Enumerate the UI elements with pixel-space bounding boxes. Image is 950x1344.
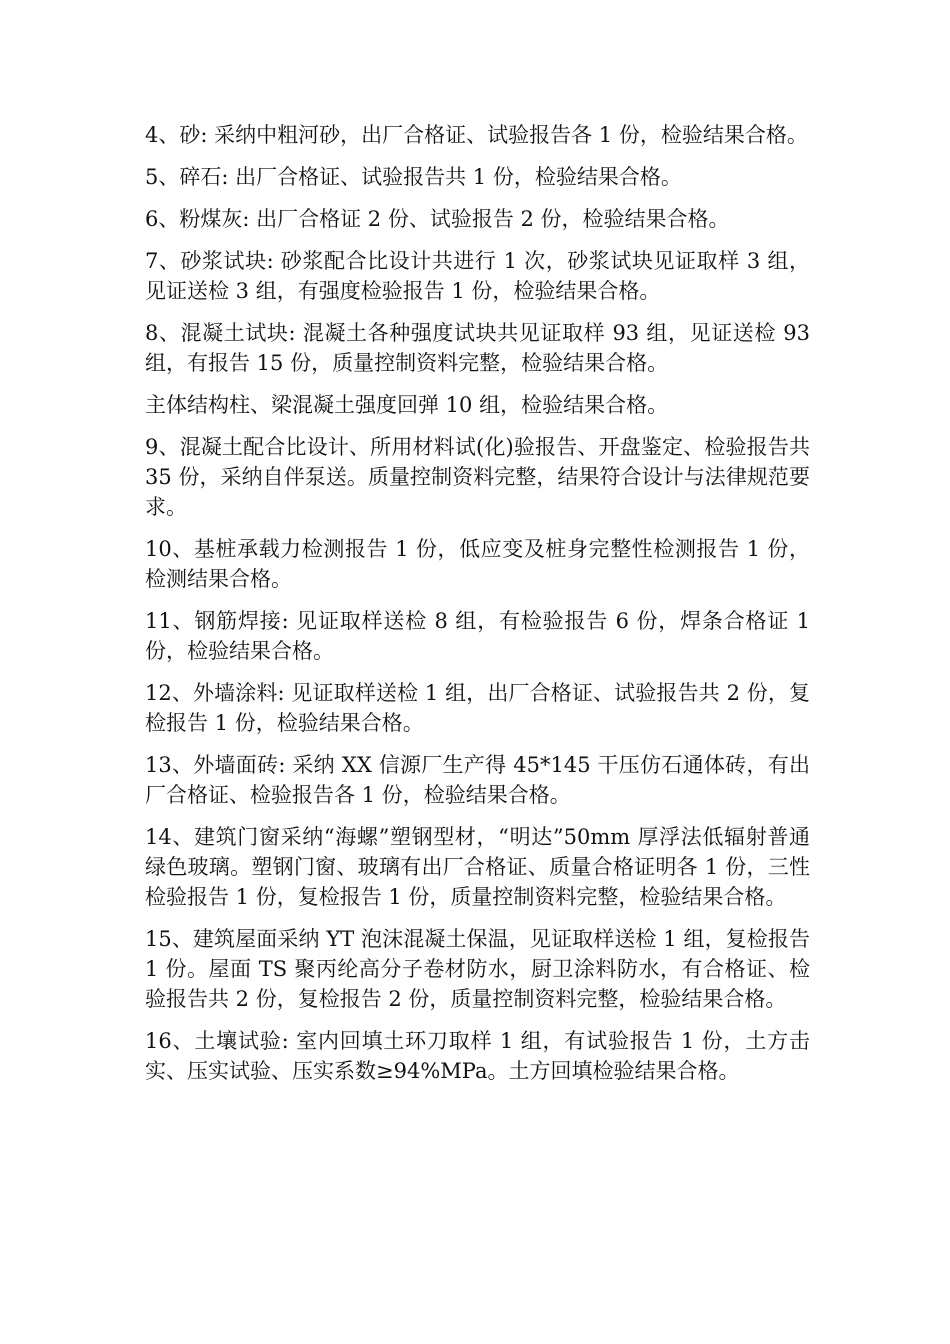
paragraph-concrete-mix-design: 9、混凝土配合比设计、所用材料试(化)验报告、开盘鉴定、检验报告共 35 份，采纳自伴泵送。质量控制资料完整，结果符合设计与法律规范要求。 <box>145 435 810 519</box>
paragraph-sand: 4、砂: 采纳中粗河砂，出厂合格证、试验报告各 1 份，检验结果合格。 <box>145 123 808 147</box>
paragraph-roofing: 15、建筑屋面采纳 YT 泡沫混凝土保温，见证取样送检 1 组，复检报告 1 份。屋面 TS 聚丙纶高分子卷材防水，厨卫涂料防水，有合格证、检验报告共 2 份，复检报告 2 份，质量控制资料完整，检验结果合格。 <box>145 927 810 1011</box>
paragraph-soil-test: 16、土壤试验: 室内回填土环刀取样 1 组，有试验报告 1 份，土方击实、压实试验、压实系数≥94%MPa。土方回填检验结果合格。 <box>145 1029 810 1083</box>
paragraph-pile-capacity: 10、基桩承载力检测报告 1 份，低应变及桩身完整性检测报告 1 份，检测结果合格。 <box>145 537 810 591</box>
paragraph-concrete-test-block: 8、混凝土试块: 混凝土各种强度试块共见证取样 93 组，见证送检 93 组，有报告 15 份，质量控制资料完整，检验结果合格。 <box>145 321 810 375</box>
paragraph-gravel: 5、碎石: 出厂合格证、试验报告共 1 份，检验结果合格。 <box>145 165 682 189</box>
paragraph-exterior-paint: 12、外墙涂料: 见证取样送检 1 组，出厂合格证、试验报告共 2 份，复检报告 1 份，检验结果合格。 <box>145 681 810 735</box>
document-body <box>145 120 810 1098</box>
paragraph-doors-windows: 14、建筑门窗采纳“海螺”塑钢型材，“明达”50mm 厚浮法低辐射普通绿色玻璃。塑钢门窗、玻璃有出厂合格证、质量合格证明各 1 份，三性检验报告 1 份，复检报告 1 份，质量控制资料完整，检验结果合格。 <box>145 825 810 909</box>
paragraph-rebound-test: 主体结构柱、梁混凝土强度回弹 10 组，检验结果合格。 <box>145 393 669 417</box>
paragraph-fly-ash: 6、粉煤灰: 出厂合格证 2 份、试验报告 2 份，检验结果合格。 <box>145 207 730 231</box>
paragraph-mortar-test-block: 7、砂浆试块: 砂浆配合比设计共进行 1 次，砂浆试块见证取样 3 组，见证送检 3 组，有强度检验报告 1 份，检验结果合格。 <box>145 249 810 303</box>
paragraph-exterior-tile: 13、外墙面砖: 采纳 XX 信源厂生产得 45*145 干压仿石通体砖，有出厂合格证、检验报告各 1 份，检验结果合格。 <box>145 753 810 807</box>
paragraph-rebar-welding: 11、钢筋焊接: 见证取样送检 8 组，有检验报告 6 份，焊条合格证 1 份，检验结果合格。 <box>145 609 810 663</box>
